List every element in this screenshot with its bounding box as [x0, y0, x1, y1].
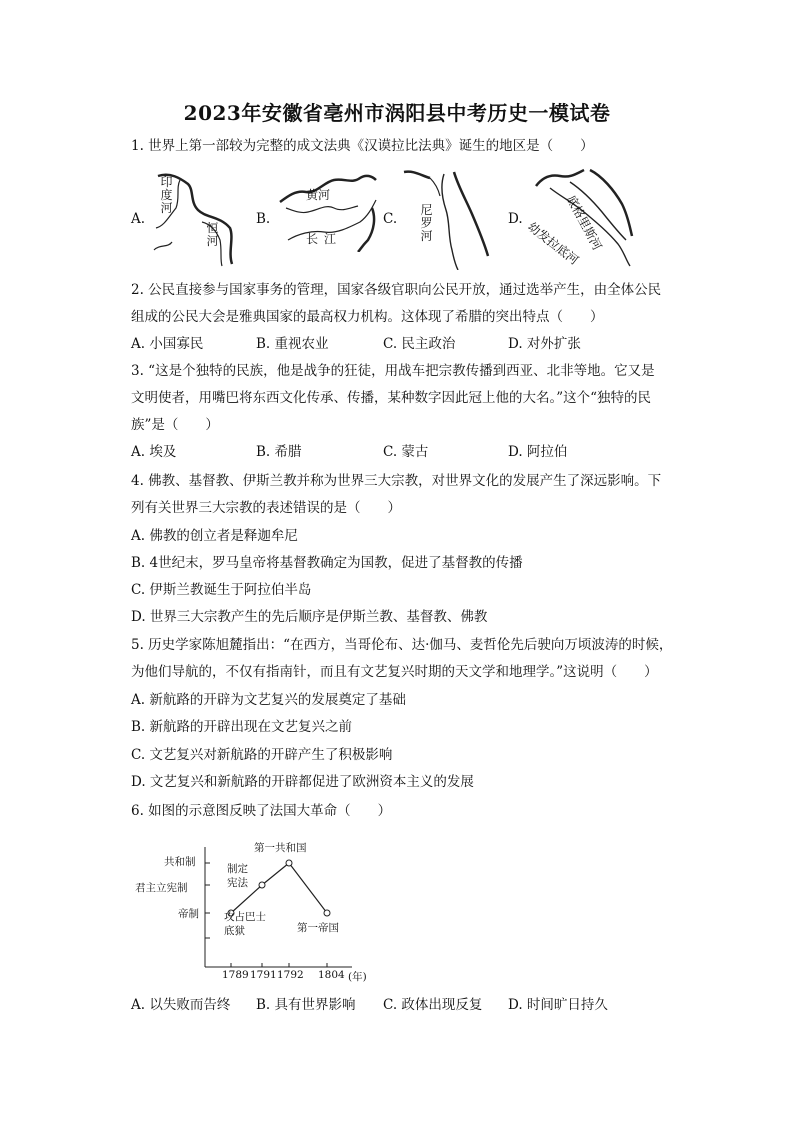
q5-option-a[interactable]: A. 新航路的开辟为文艺复兴的发展奠定了基础 [131, 692, 406, 708]
x-tick-label-3: 1804 [318, 969, 345, 981]
q2-option-c[interactable]: C. 民主政治 [383, 336, 456, 352]
annotation-bastille: 攻占巴士底狱 [224, 911, 266, 937]
y-tick-label-1: 君主立宪制 [135, 882, 188, 894]
river-euphrates-label: 幼发拉底河 [525, 219, 582, 268]
river-ganges-label: 恒河 [206, 221, 219, 248]
q1-option-b-letter[interactable]: B. [256, 211, 271, 227]
data-point-1792 [286, 860, 292, 866]
question-3-stem-line-2: 文明使者，用嘴巴将东西文化传承、传播，某种数字因此冠上他的大名。”这个“独特的民 [131, 390, 652, 406]
annotation-first-empire: 第一帝国 [297, 922, 339, 934]
annotation-constitution: 制定宪法 [227, 863, 248, 889]
page-title: 2023年安徽省亳州市涡阳县中考历史一模试卷 [183, 101, 611, 125]
data-point-1804 [324, 910, 330, 916]
question-5-stem-line-2: 为他们导航的，不仅有指南针，而且有文艺复兴时期的天文学和地理学。”这说明（ ） [131, 664, 658, 680]
q2-option-b[interactable]: B. 重视农业 [256, 336, 329, 352]
y-tick-label-0: 帝制 [178, 908, 199, 920]
question-5-stem-line-1: 5. 历史学家陈旭麓指出：“在西方，当哥伦布、达·伽马、麦哲伦先后驶向万顷波涛的时候， [131, 637, 673, 653]
q6-option-d[interactable]: D. 时间旷日持久 [508, 997, 608, 1013]
x-tick-label-2: 1792 [277, 969, 304, 981]
river-nile-label: 尼罗河 [420, 203, 433, 243]
q4-option-c[interactable]: C. 伊斯兰教诞生于阿拉伯半岛 [131, 582, 312, 598]
x-axis-unit-label: (年) [348, 971, 367, 983]
q3-option-a[interactable]: A. 埃及 [131, 444, 177, 460]
q4-option-a[interactable]: A. 佛教的创立者是释迦牟尼 [131, 528, 298, 544]
q4-option-b[interactable]: B. 4世纪末，罗马皇帝将基督教确定为国教，促进了基督教的传播 [131, 555, 523, 571]
q6-option-c[interactable]: C. 政体出现反复 [383, 997, 483, 1013]
question-3-stem-line-3: 族”是（ ） [131, 417, 219, 433]
x-tick-label-0: 1789 [222, 969, 249, 981]
q6-option-a[interactable]: A. 以失败而告终 [131, 997, 231, 1013]
question-6-stem: 6. 如图的示意图反映了法国大革命（ ） [131, 803, 392, 819]
q3-option-d[interactable]: D. 阿拉伯 [508, 444, 568, 460]
question-4-stem-line-1: 4. 佛教、基督教、伊斯兰教并称为世界三大宗教，对世界文化的发展产生了深远影响。下 [131, 473, 662, 489]
question-2-stem-line-2: 组成的公民大会是雅典国家的最高权力机构。这体现了希腊的突出特点（ ） [131, 309, 604, 325]
question-4-stem-line-2: 列有关世界三大宗教的表述错误的是（ ） [131, 500, 401, 516]
q2-option-d[interactable]: D. 对外扩张 [508, 336, 581, 352]
q5-option-b[interactable]: B. 新航路的开辟出现在文艺复兴之前 [131, 719, 353, 735]
annotation-first-republic: 第一共和国 [254, 842, 307, 854]
q1-option-d-letter[interactable]: D. [508, 211, 523, 227]
question-3-stem-line-1: 3. “这是个独特的民族，他是战争的狂徒，用战车把宗教传播到西亚、北非等地。它又是 [131, 363, 655, 379]
q5-option-c[interactable]: C. 文艺复兴对新航路的开辟产生了积极影响 [131, 747, 393, 763]
river-yellow-label: 黄河 [306, 188, 331, 202]
river-tigris-label: 底格里斯河 [563, 192, 605, 253]
q1-option-c-letter[interactable]: C. [383, 211, 398, 227]
q1-option-a-letter[interactable]: A. [131, 211, 146, 227]
q6-option-b[interactable]: B. 具有世界影响 [256, 997, 356, 1013]
q5-option-d[interactable]: D. 文艺复兴和新航路的开辟都促进了欧洲资本主义的发展 [131, 774, 474, 790]
river-indus-label: 印度河 [160, 175, 173, 215]
question-2-stem-line-1: 2. 公民直接参与国家事务的管理，国家各级官职向公民开放，通过选举产生，由全体公民 [131, 282, 662, 298]
x-tick-label-1: 1791 [250, 969, 277, 981]
q3-option-c[interactable]: C. 蒙古 [383, 444, 429, 460]
q3-option-b[interactable]: B. 希腊 [256, 444, 302, 460]
question-1-stem: 1. 世界上第一部较为完整的成文法典《汉谟拉比法典》诞生的地区是（ ） [131, 138, 594, 154]
map-c-egypt [400, 166, 492, 270]
french-revolution-chart [130, 835, 390, 985]
q4-option-d[interactable]: D. 世界三大宗教产生的先后顺序是伊斯兰教、基督教、佛教 [131, 609, 488, 625]
q2-option-a[interactable]: A. 小国寡民 [131, 336, 204, 352]
y-tick-label-2: 共和制 [164, 856, 196, 868]
data-point-1791 [259, 882, 265, 888]
river-yangtze-label: 长江 [306, 232, 343, 246]
